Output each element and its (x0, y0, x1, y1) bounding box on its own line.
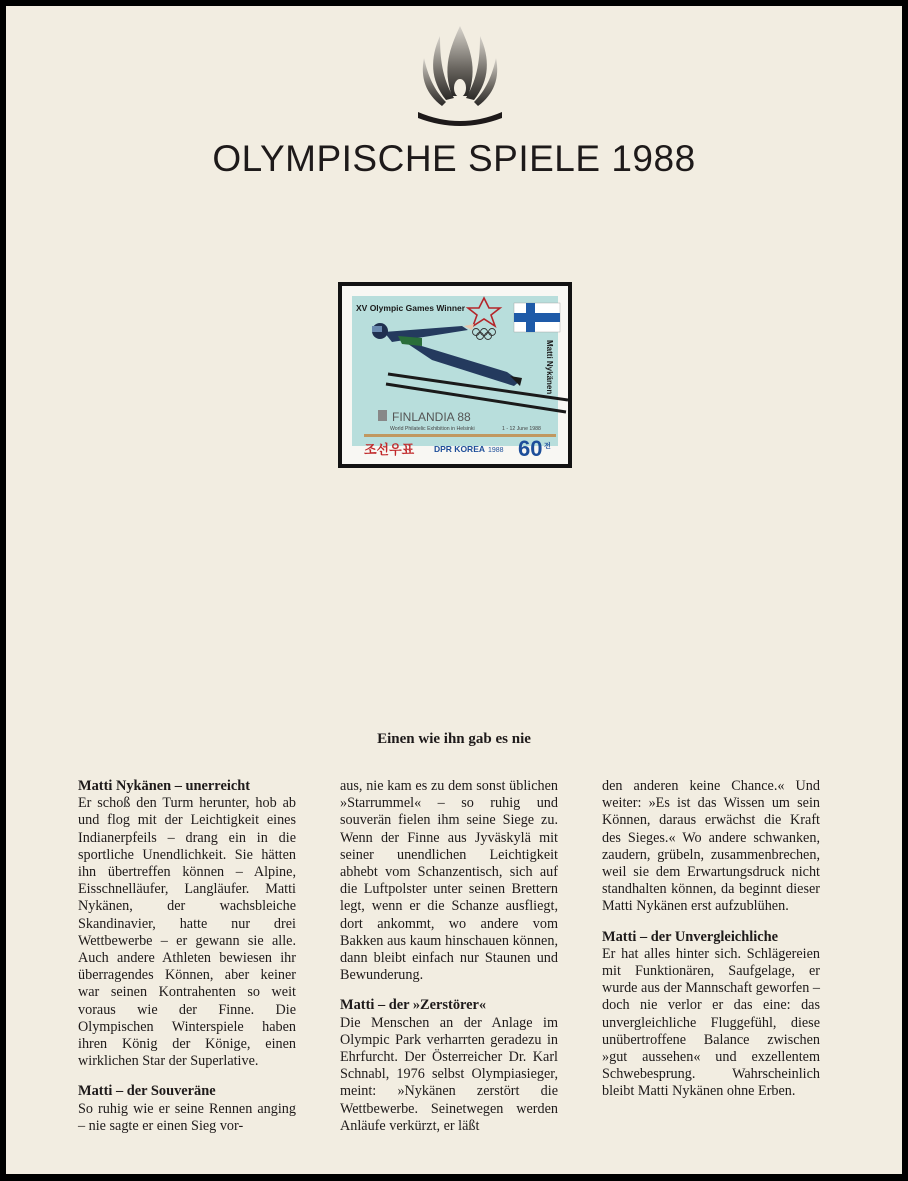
stamp-korean-text: 조선우표 (364, 443, 415, 458)
stamp-mount (338, 282, 572, 468)
page-title: OLYMPISCHE SPIELE 1988 (212, 138, 696, 179)
exhibition-name: FINLANDIA 88 (392, 410, 471, 424)
postage-stamp (342, 286, 568, 464)
stamp-value: 60 (518, 436, 543, 461)
stamp-year: 1988 (488, 447, 504, 454)
stamp-country: DPR KOREA (434, 444, 486, 454)
section-heading: Matti Nykänen – unerreicht (78, 778, 251, 794)
stamp-athlete-name: Matti Nykänen (545, 340, 554, 395)
article-column-2 (340, 778, 558, 1135)
article-heading: Einen wie ihn gab es nie (377, 731, 531, 747)
paragraph: Die Menschen an der Anlage im Olympic Park verharrten geradezu in Ehrfurcht. Der Österreicher Dr. Karl Schnabl, 1976 selbst Olympiasieger, meint: »Nykänen zerstört die Wettbewerbe. Seinetwegen werden Anläufe verkürzt, er läßt (340, 1014, 558, 1134)
exhibition-dates: 1 - 12 June 1988 (502, 426, 541, 432)
paragraph: So ruhig wie er seine Rennen anging – nie sagte er einen Sieg vor- (78, 1100, 296, 1134)
section-heading: Matti – der Souveräne (78, 1083, 216, 1100)
finlandia-logo-icon (378, 410, 387, 421)
section-heading: Matti – der Unvergleichliche (602, 928, 778, 945)
article-column-3 (602, 778, 820, 1101)
olympic-flame-emblem-icon (412, 18, 508, 130)
section-heading: Matti – der »Zerstörer« (340, 997, 487, 1014)
paragraph: aus, nie kam es zu dem sonst üblichen »Starrummel« – so ruhig und souverän fielen ihm seine Siege zu. Wenn der Finne aus Jyväskylä mit seiner unendlichen Leichtigkeit abhebt vom Schanzentisch, sich auf die Luftpolster unter seinen Brettern legt, wenn er die Schanze ausfliegt, dort ankommt, wo andere vom Bakken aus kaum hinschauen können, dann bleibt einfach nur Staunen und Bewunderung. (340, 778, 558, 984)
stamp-currency: 전 (544, 442, 551, 450)
paragraph: Er schoß den Turm herunter, hob ab und flog mit der Leichtigkeit eines Indianerpfeils – drang ein in die sportliche Unendlichkeit. Sie hätten ihn übertreffen können – Alpine, Eisschnelläufer, Langläufer. Matti Nykänen, der wachsbleiche Skandinavier, hatte nur drei Wettbewerbe – er gewann sie alle. Auch andere Athleten bewiesen ihr überragendes Können, aber keiner war seinen Kontrahenten so weit voraus wie der Finne. Die Olympischen Winterspiele haben ihren König der Könige, einen wirklichen Star der Superlative. (78, 795, 296, 1070)
paragraph: Er hat alles hinter sich. Schlägereien mit Funktionären, Saufgelage, er wurde aus der Mannschaft geworfen – doch nie verlor er das eine: das unvergleichliche Fluggefühl, diese unübertroffene Balance zwischen »gut aussehen« und exzellentem Schwebesprung. Wahrscheinlich bleibt Matti Nykänen ohne Erben. (602, 945, 820, 1100)
stamp-top-text: XV Olympic Games Winner (356, 303, 466, 313)
paragraph: den anderen keine Chance.« Und weiter: »Es ist das Wissen um sein Können, daraus erwächst die Kraft des Sieges.« Wo andere schwanken, zaudern, grübeln, zusammenbrechen, weil sie dem Erwartungsdruck nicht standhalten können, da beginnt dieser Matti Nykänen erst aufzublühen. (602, 778, 820, 915)
exhibition-subtitle: World Philatelic Exhibition in Helsinki (390, 426, 475, 432)
article-column-1 (78, 778, 296, 1135)
finland-flag-icon (514, 303, 560, 332)
